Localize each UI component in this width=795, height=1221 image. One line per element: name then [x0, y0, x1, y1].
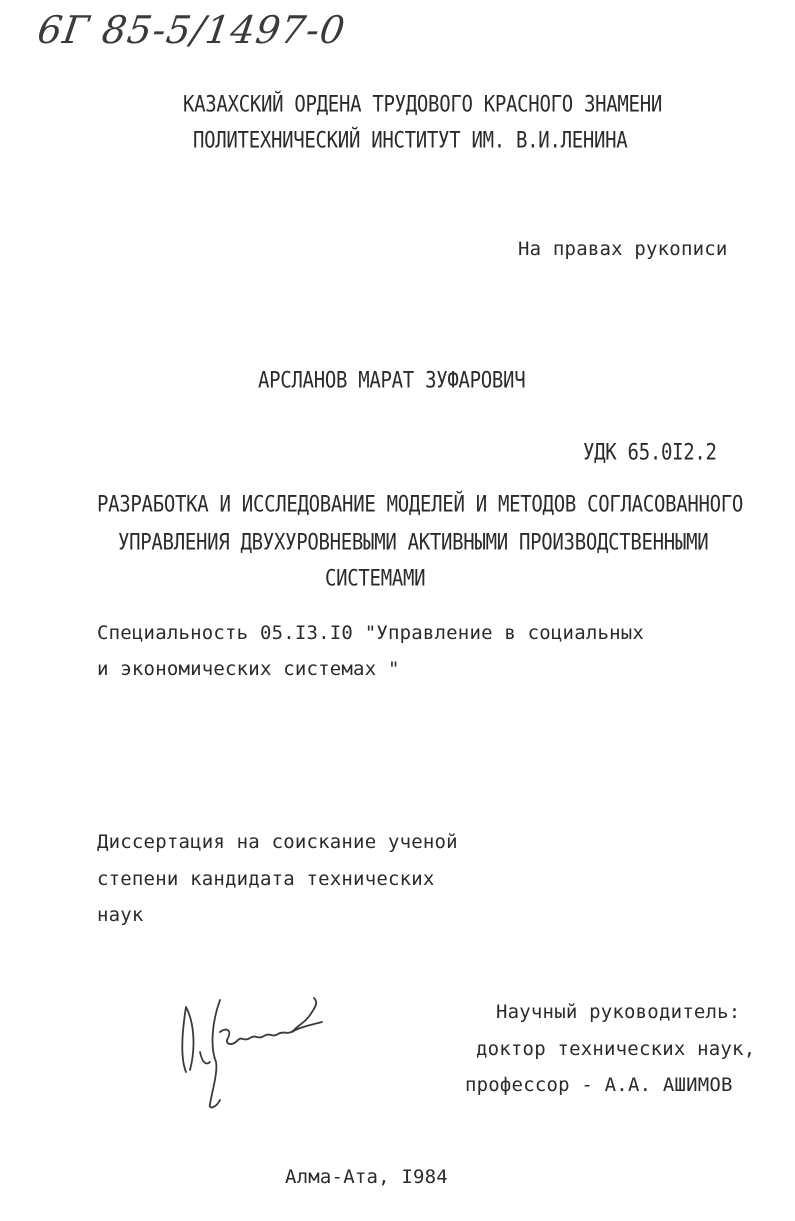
institution-line-1: КАЗАХСКИЙ ОРДЕНА ТРУДОВОГО КРАСНОГО ЗНАМЕНИ — [183, 92, 662, 118]
udk-code: УДК 65.0I2.2 — [583, 440, 717, 466]
supervisor-degree: доктор технических наук, — [476, 1038, 756, 1060]
author-signature — [172, 992, 332, 1117]
supervisor-name: профессор - А.А. АШИМОВ — [465, 1074, 733, 1096]
institution-line-2: ПОЛИТЕХНИЧЕСКИЙ ИНСТИТУТ ИМ. В.И.ЛЕНИНА — [193, 128, 628, 154]
handwritten-catalog-code: 6Г 85-5/1497-0 — [34, 8, 349, 52]
specialty-line-2: и экономических системах " — [97, 658, 400, 680]
specialty-line-1: Специальность 05.I3.I0 "Управление в социальных — [97, 622, 645, 644]
title-line-1: РАЗРАБОТКА И ИССЛЕДОВАНИЕ МОДЕЛЕЙ И МЕТОДОВ СОГЛАСОВАННОГО — [97, 492, 744, 518]
dissertation-line-2: степени кандидата технических — [97, 868, 435, 890]
title-line-2: УПРАВЛЕНИЯ ДВУХУРОВНЕВЫМИ АКТИВНЫМИ ПРОИЗВОДСТВЕННЫМИ — [118, 530, 709, 556]
author-name: АРСЛАНОВ МАРАТ ЗУФАРОВИЧ — [258, 368, 526, 394]
title-line-3: СИСТЕМАМИ — [325, 566, 426, 592]
supervisor-label: Научный руководитель: — [496, 1001, 741, 1023]
place-and-year: Алма-Ата, I984 — [285, 1166, 448, 1188]
dissertation-line-1: Диссертация на соискание ученой — [97, 831, 458, 853]
manuscript-rights-note: На правах рукописи — [518, 238, 728, 260]
dissertation-line-3: наук — [97, 904, 144, 926]
